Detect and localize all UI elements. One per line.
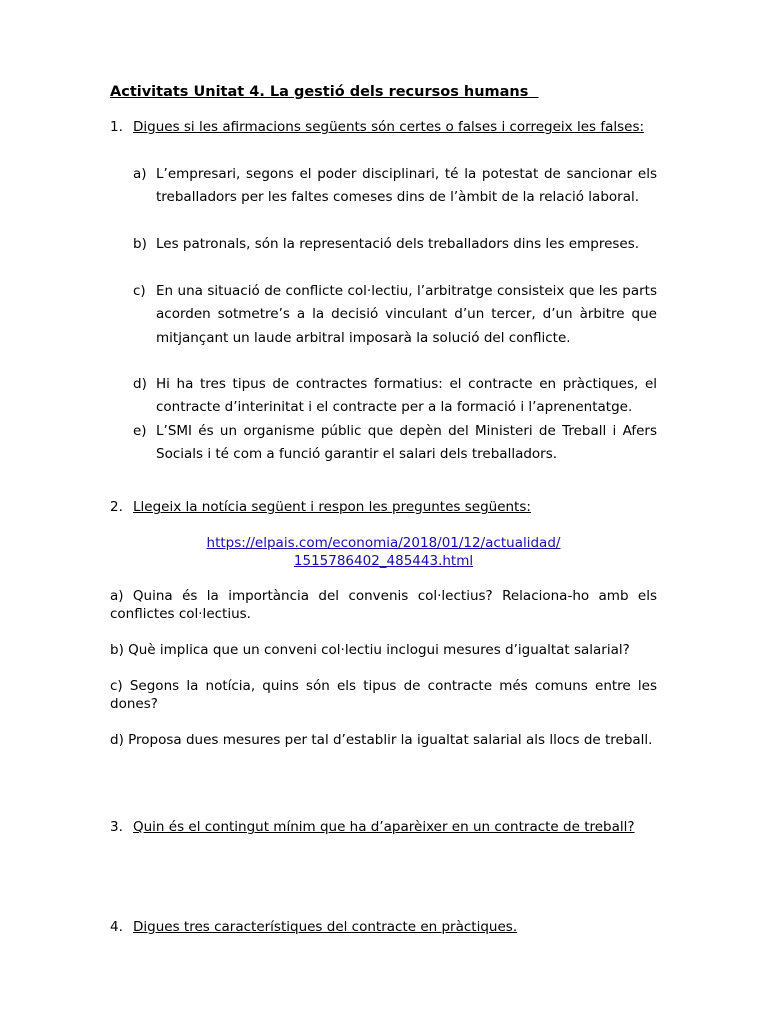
question-4 bbox=[110, 916, 657, 940]
list-item-a bbox=[133, 163, 657, 210]
list-item-b bbox=[133, 233, 657, 256]
question-2 bbox=[110, 496, 657, 520]
question-text: Llegeix la notícia següent i respon les preguntes següents: bbox=[133, 499, 531, 515]
subquestion-c: c) Segons la notícia, quins són els tipus de contracte més comuns entre les dones? bbox=[110, 678, 657, 712]
news-link[interactable] bbox=[110, 534, 657, 570]
list-item-text: L’SMI és un organisme públic que depèn del Ministeri de Treball i Afers Socials i té com a funció garantir el salari dels treballadors. bbox=[156, 423, 657, 463]
list-item-letter: e) bbox=[133, 423, 147, 439]
list-item-text: L’empresari, segons el poder disciplinari, té la potestat de sancionar els treballadors per les faltes comeses dins de l’àmbit de la relació laboral. bbox=[156, 166, 657, 206]
question-number: 3. bbox=[110, 819, 123, 835]
question-number: 1. bbox=[110, 119, 123, 135]
list-item-text: Les patronals, són la representació dels treballadors dins les empreses. bbox=[156, 236, 640, 252]
list-item-letter: b) bbox=[133, 236, 147, 252]
list-item-text: Hi ha tres tipus de contractes formatius: el contracte en pràctiques, el contracte d’interinitat i el contracte per a la formació i l’aprenentatge. bbox=[156, 376, 657, 416]
question-text: Quin és el contingut mínim que ha d’aparèixer en un contracte de treball? bbox=[133, 819, 635, 835]
list-item-letter: d) bbox=[133, 376, 147, 392]
document-title: Activitats Unitat 4. La gestió dels recursos humans bbox=[110, 84, 539, 100]
list-item-text: En una situació de conflicte col·lectiu, l’arbitratge consisteix que les parts acorden sotmetre’s a la decisió vinculant d’un tercer, d’un àrbitre que mitjançant un laude arbitral imposarà la solució del conflicte. bbox=[156, 283, 657, 346]
subquestion-b: b) Què implica que un conveni col·lectiu inclogui mesures d’igualtat salarial? bbox=[110, 642, 630, 658]
subquestion-d: d) Proposa dues mesures per tal d’establir la igualtat salarial als llocs de treball. bbox=[110, 732, 653, 748]
news-link-line-1[interactable]: https://elpais.com/economia/2018/01/12/actualidad/ bbox=[206, 535, 561, 551]
question-1 bbox=[110, 116, 657, 140]
news-link-line-2[interactable]: 1515786402_485443.html bbox=[293, 553, 474, 569]
list-item-d bbox=[133, 373, 657, 420]
question-3 bbox=[110, 816, 657, 840]
question-text: Digues tres característiques del contracte en pràctiques. bbox=[133, 919, 518, 935]
question-text: Digues si les afirmacions següents són certes o falses i corregeix les falses: bbox=[133, 119, 645, 135]
list-item-c bbox=[133, 280, 657, 350]
subquestion-a: a) Quina és la importància del convenis col·lectius? Relaciona-ho amb els conflictes col·lectius. bbox=[110, 588, 657, 622]
question-number: 2. bbox=[110, 499, 123, 515]
list-item-letter: c) bbox=[133, 283, 146, 299]
question-number: 4. bbox=[110, 919, 123, 935]
list-item-letter: a) bbox=[133, 166, 147, 182]
list-item-e bbox=[133, 420, 657, 467]
